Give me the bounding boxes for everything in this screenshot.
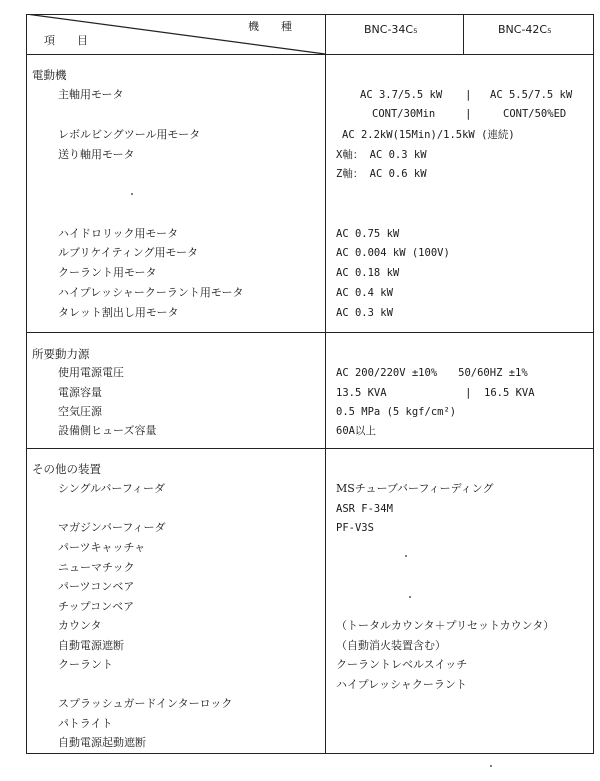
value-coolant-2: ハイプレッシャクーラント — [336, 678, 467, 691]
label-fuse-capacity: 設備側ヒューズ容量 — [58, 424, 157, 437]
header-kishu: 機 種 — [248, 20, 292, 33]
label-magazine-bar-feeder: マガジンバーフィーダ — [58, 521, 166, 534]
header-komoku: 項 目 — [44, 34, 88, 47]
label-main-spindle-motor: 主軸用モータ — [58, 88, 124, 101]
column-divider — [325, 14, 326, 754]
section-title-power: 所要動力源 — [32, 347, 90, 361]
value-main-spindle-a-line1: AC 3.7/5.5 kW — [360, 89, 443, 101]
label-splash-guard-interlock: スプラッシュガードインターロック — [58, 697, 233, 710]
section-title-other: その他の装置 — [32, 462, 101, 476]
value-auto-power-off: （自動消火装置含む） — [336, 639, 446, 652]
value-supply-voltage: AC 200/220V ±10% 50/60HZ ±1% — [336, 367, 528, 379]
label-auto-power-off: 自動電源遮断 — [58, 639, 124, 652]
value-revolving-tool-motor: AC 2.2kW(15Min)/1.5kW (連続) — [342, 129, 515, 141]
label-single-bar-feeder: シングルバーフィーダ — [58, 482, 165, 495]
value-feed-axis-x: X軸： AC 0.3 kW — [336, 149, 427, 161]
label-revolving-tool-motor: レボルビングツール用モータ — [58, 128, 201, 141]
label-chip-conveyor: チップコンベア — [58, 600, 135, 613]
scan-speck — [131, 193, 133, 195]
value-magazine-bar-feeder: PF-V3S — [336, 522, 374, 534]
label-parts-catcher: パーツキャッチャ — [58, 541, 146, 554]
separator-main-spindle-2: | — [465, 107, 472, 120]
section-rule-2 — [26, 448, 594, 449]
section-title-motors: 電動機 — [32, 68, 67, 82]
value-hydraulic-motor: AC 0.75 kW — [336, 228, 400, 240]
label-coolant: クーラント — [58, 658, 113, 671]
label-power-capacity: 電源容量 — [58, 386, 102, 399]
scan-speck — [409, 596, 411, 598]
value-coolant-motor: AC 0.18 kW — [336, 267, 400, 279]
label-air-source: 空気圧源 — [58, 405, 102, 418]
value-single-bar-feeder-1: MSチューブバーフィーディング — [336, 482, 494, 495]
value-coolant-1: クーラントレベルスイッチ — [336, 658, 468, 671]
value-power-capacity-b: 16.5 KVA — [484, 387, 535, 399]
value-turret-index-motor: AC 0.3 kW — [336, 307, 393, 319]
scan-speck — [490, 765, 492, 767]
label-coolant-motor: クーラント用モータ — [58, 266, 157, 279]
header-model-a: BNC-34C₅ — [364, 23, 418, 36]
value-feed-axis-z: Z軸： AC 0.6 kW — [336, 168, 427, 180]
label-supply-voltage: 使用電源電圧 — [58, 366, 124, 379]
label-counter: カウンタ — [58, 619, 102, 632]
value-main-spindle-b-line1: AC 5.5/7.5 kW — [490, 89, 573, 101]
label-auto-power-on-off: 自動電源起動遮断 — [58, 736, 146, 749]
label-turret-index-motor: タレット割出し用モータ — [58, 306, 179, 319]
value-fuse-capacity: 60A以上 — [336, 425, 376, 437]
section-rule-1 — [26, 332, 594, 333]
label-lubricating-motor: ルブリケイティング用モータ — [58, 246, 199, 259]
value-main-spindle-a-line2: CONT/30Min — [372, 108, 436, 120]
value-main-spindle-b-line2: CONT/50%ED — [503, 108, 567, 120]
separator-power-capacity: | — [465, 386, 472, 399]
separator-main-spindle-1: | — [465, 88, 472, 101]
value-power-capacity-a: 13.5 KVA — [336, 387, 387, 399]
label-pneumatic: ニューマチック — [58, 561, 135, 574]
label-feed-axis-motor: 送り軸用モータ — [58, 148, 135, 161]
label-hydraulic-motor: ハイドロリック用モータ — [58, 227, 179, 240]
value-hp-coolant-motor: AC 0.4 kW — [336, 287, 393, 299]
value-air-source: 0.5 MPa (5 kgf/cm²) — [336, 406, 457, 418]
model-column-divider — [463, 14, 464, 54]
label-parts-conveyor: パーツコンベア — [58, 580, 135, 593]
label-hp-coolant-motor: ハイプレッシャークーラント用モータ — [58, 286, 244, 299]
scan-speck — [405, 555, 407, 557]
header-model-b: BNC-42C₅ — [498, 23, 552, 36]
value-counter: （トータルカウンタ＋プリセットカウンタ） — [336, 619, 555, 632]
value-single-bar-feeder-2: ASR F-34M — [336, 503, 393, 515]
value-lubricating-motor: AC 0.004 kW (100V) — [336, 247, 450, 259]
label-patlite: パトライト — [58, 717, 113, 730]
